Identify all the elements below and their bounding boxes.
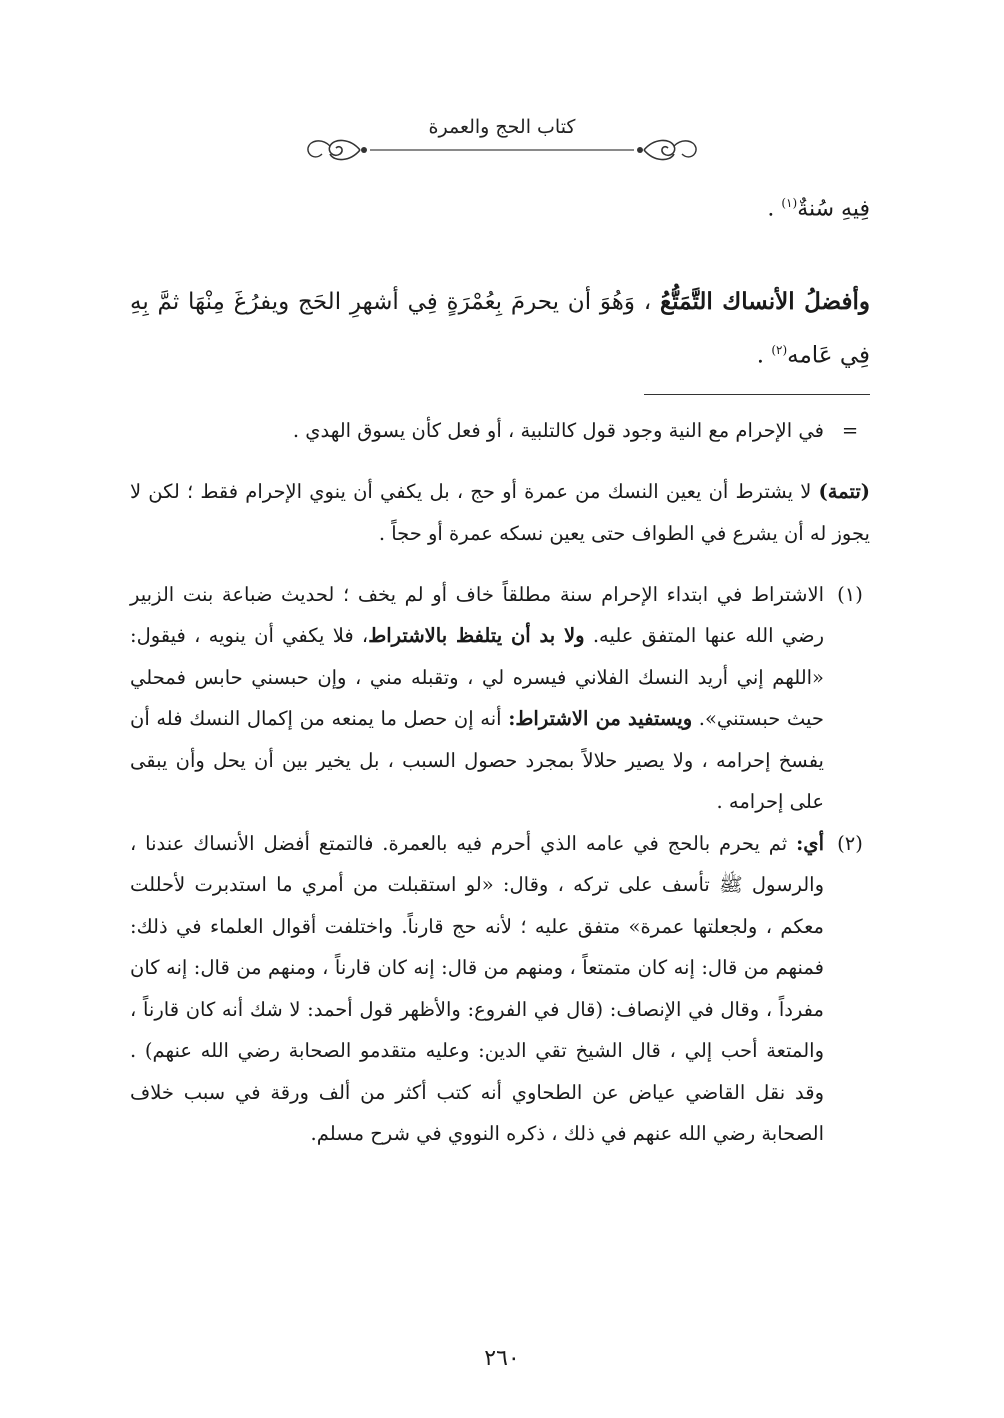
footnote-1-bold-1: ولا بد أن يتلفظ بالاشتراط [368,624,585,647]
continuation-line-1: في الإحرام مع النية وجود قول كالتلبية ، أو فعل كأن يسوق الهدي . [292,419,824,442]
footnote-1-part-2: ، فلا يكفي أن ينويه ، فيقول: «اللهم إني أريد النسك الفلاني فيسره لي ، وتقبله مني ، وإن حبسني حابس فمحلي حيث حبستني». [130,624,824,730]
main-rest-1: ، وَهُوَ أن يحرمَ بِعُمْرَةٍ فِي أشهرِ الحَج ويفرُغَ [233,289,652,315]
main-end: . [756,342,764,369]
footnote-1 [130,574,870,823]
footnote-2-mark: (٢) [837,831,863,855]
page-number: ٢٦٠ [484,1346,520,1371]
footnote-1-bold-2: ويستفيد من الاشتراط: [508,707,693,730]
tatimma-label: (تتمة) [818,480,870,503]
footnote-2 [130,823,870,1155]
footnote-ref-1: (١) [781,196,798,210]
continuation-mark: = [841,419,859,442]
intro-end: . [767,196,775,222]
footnote-1-mark: (١) [837,582,863,606]
header-ornament-icon [300,132,704,168]
footnote-2-bold: أي: [796,831,824,855]
main-bold-term: وأفضلُ الأنساك التَّمَتُّعُ [659,288,870,315]
footnote-continuation [130,410,870,452]
main-rest-2: مِنْهَا ثمَّ بِهِ فِي عَامه [130,289,870,369]
continuation-line-2: لا يشترط أن يعين النسك من عمرة أو حج ، بل يكفي أن ينوي الإحرام فقط ؛ لكن لا يجوز له أن يشرع في الطواف حتى يعين نسكه عمرة أو حجاً . [130,480,870,545]
footnote-ref-2: (٢) [771,343,788,357]
main-text [130,278,870,380]
continuation-paragraph [130,471,870,554]
footnote-separator [644,394,870,395]
running-header: كتاب الحج والعمرة [428,116,576,138]
intro-line [130,196,870,221]
footnotes [130,410,870,1155]
footnote-1-part-1: الاشتراط في ابتداء الإحرام سنة مطلقاً خاف أو لم يخف ؛ لحديث ضباعة بنت الزبير رضي الله عنها المتفق عليه. [130,582,825,647]
footnote-1-part-3: أنه إن حصل ما يمنعه من إكمال النسك فله أن يفسخ إحرامه ، ولا يصير حلالاً بمجرد حصول السبب ، بل يخير بين أن يحل وأن يبقى على إحرامه . [130,707,824,813]
intro-text: فِيهِ سُنةٌ [797,196,870,222]
footnote-2-text: ثم يحرم بالحج في عامه الذي أحرم فيه بالعمرة. فالتمتع أفضل الأنساك عندنا ، والرسول ﷺ تأسف على تركه ، وقال: «لو استقبلت من أمري ما استدبرت لأحللت معكم ، ولجعلتها عمرة» متفق عليه ؛ لأنه حج قارناً. واختلفت أقوال العلماء في ذلك: فمنهم من قال: إنه كان متمتعاً ، ومنهم من قال: إنه كان قارناً ، ومنهم من قال: إنه كان مفرداً ، وقال في الإنصاف: (قال في الفروع: والأظهر قول أحمد: لا شك أنه كان قارناً ، والمتعة أحب إلي ، قال الشيخ تقي الدين: وعليه متقدمو الصحابة رضي الله عنهم) . وقد نقل القاضي عياض عن الطحاوي أنه كتب أكثر من ألف ورقة في سبب خلاف الصحابة رضي الله عنهم في ذلك ، ذكره النووي في شرح مسلم. [130,831,824,1145]
